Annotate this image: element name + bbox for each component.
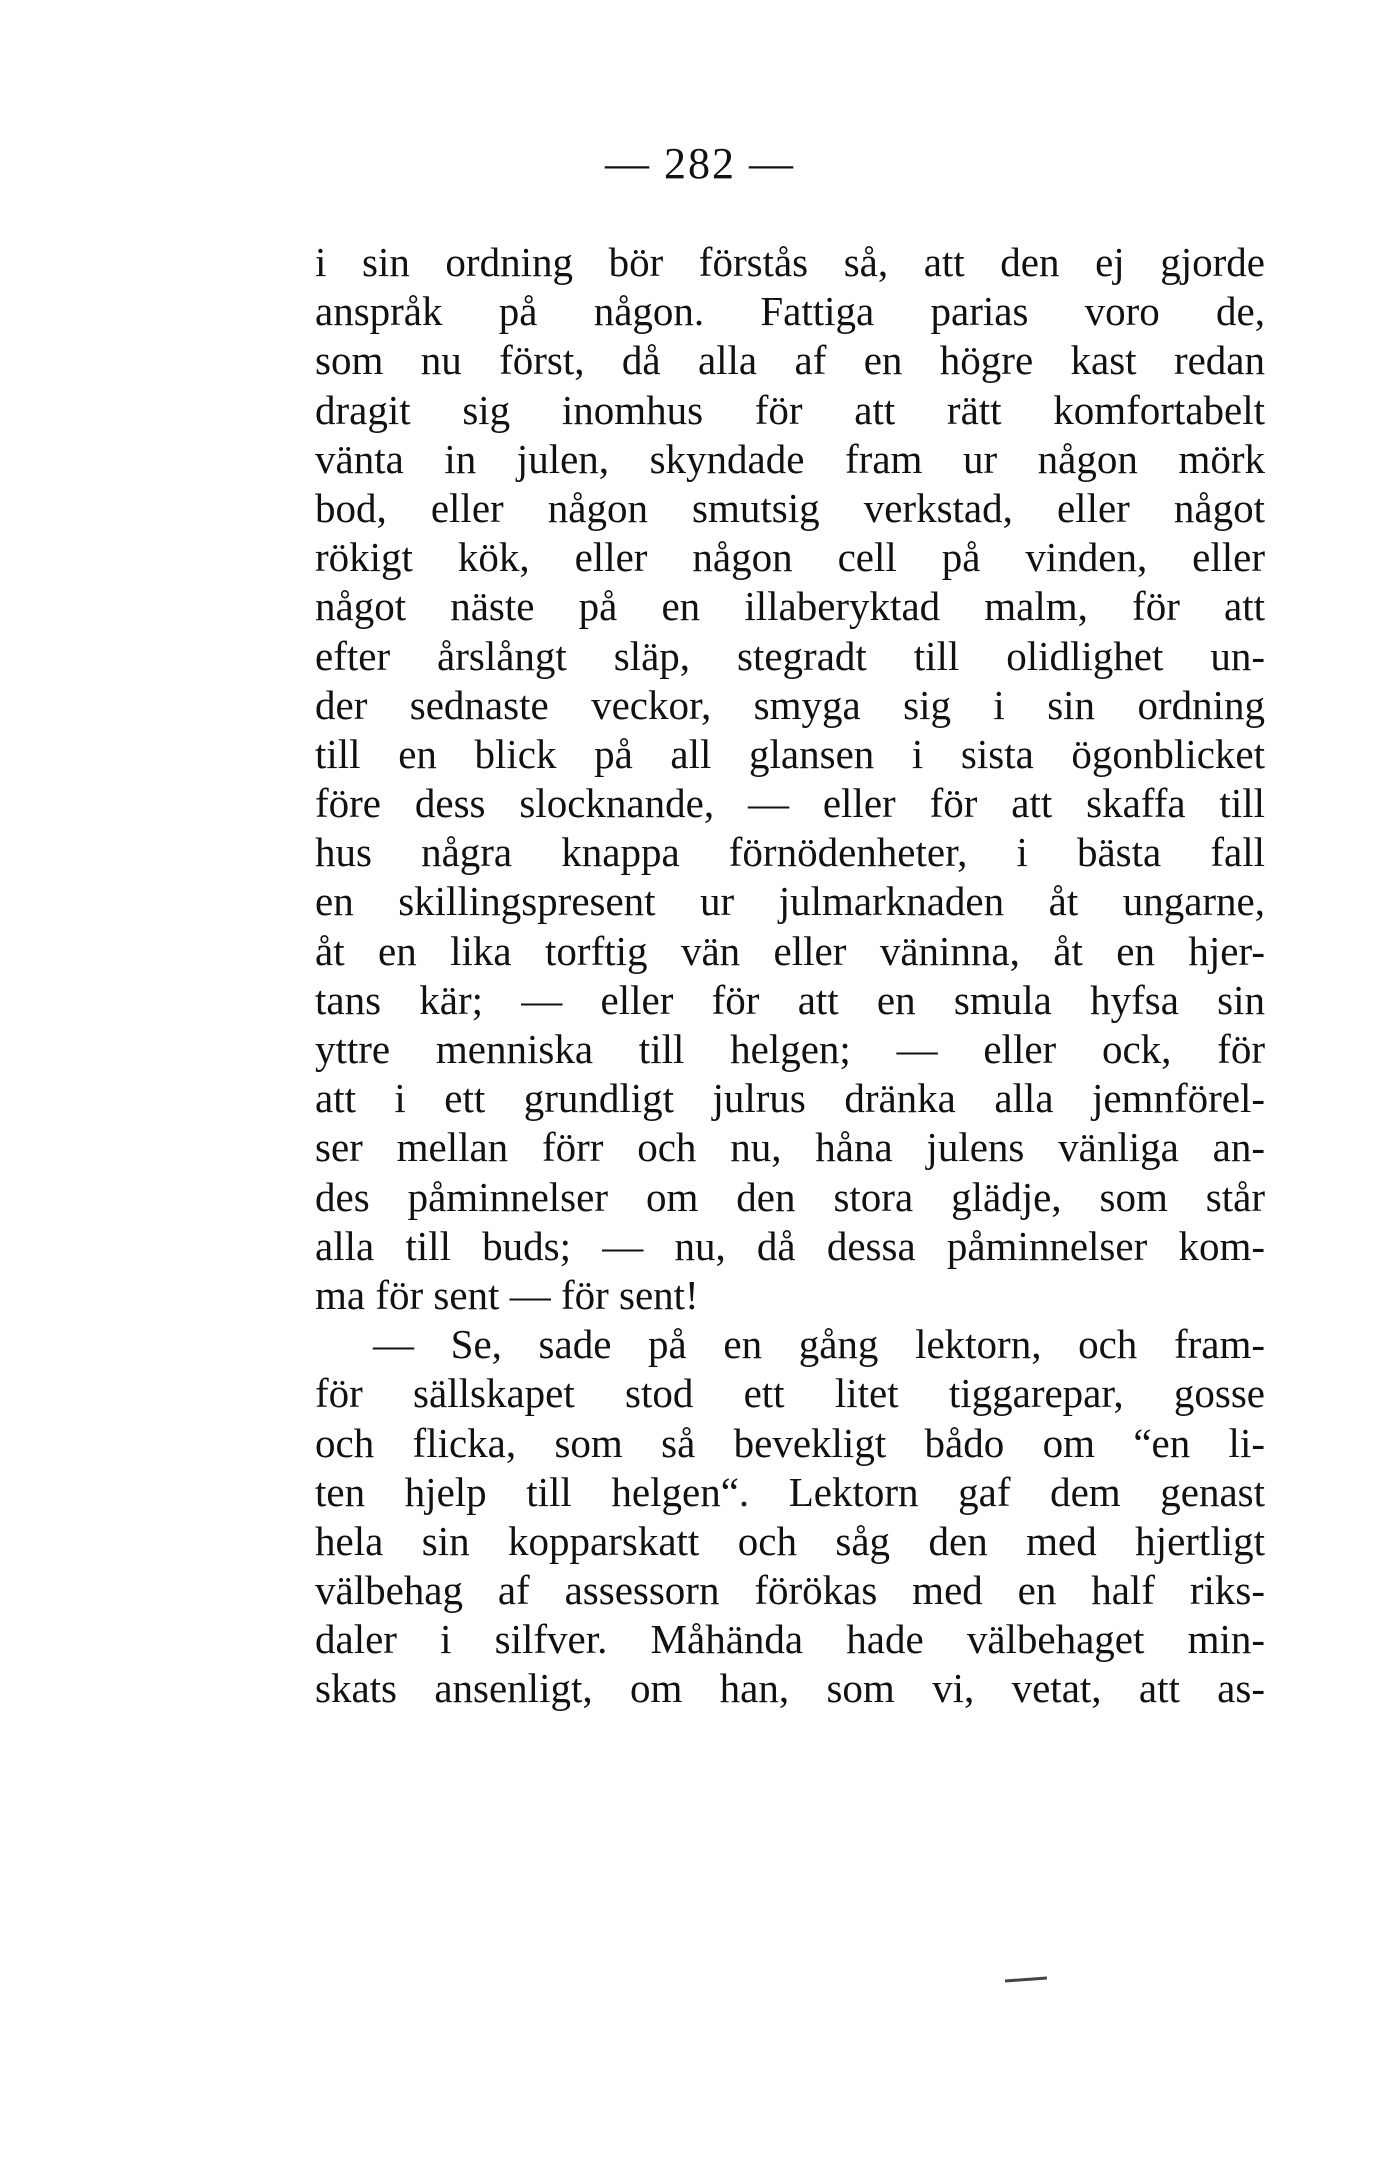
text-line: tans kär; — eller för att en smula hyfsa sin — [315, 976, 1265, 1023]
text-line: des påminnelser om den stora glädje, som står — [315, 1173, 1265, 1220]
paragraph-start-line: — Se, sade på en gång lektorn, och fram- — [373, 1321, 1265, 1368]
paragraph-end-line: ma för sent — för sent! — [315, 1271, 699, 1318]
text-line: hus några knappa förnödenheter, i bästa fall — [315, 829, 1265, 876]
text-line: rökigt kök, eller någon cell på vinden, eller — [315, 534, 1265, 581]
text-line: bod, eller någon smutsig verkstad, eller något — [315, 484, 1265, 531]
text-line: hela sin kopparskatt och såg den med hjertligt — [315, 1517, 1265, 1564]
text-line: ten hjelp till helgen“. Lektorn gaf dem genast — [315, 1468, 1265, 1515]
text-line: daler i silfver. Måhända hade välbehaget min- — [315, 1616, 1265, 1663]
text-line: att i ett grundligt julrus dränka alla jemnförel- — [315, 1075, 1265, 1122]
text-line: dragit sig inomhus för att rätt komfortabelt — [315, 386, 1265, 433]
page-number: — 282 — — [605, 139, 795, 188]
text-line: och flicka, som så bevekligt bådo om “en li- — [315, 1419, 1265, 1466]
text-line: skats ansenligt, om han, som vi, vetat, att as- — [315, 1665, 1265, 1712]
text-line: yttre menniska till helgen; — eller ock, för — [315, 1026, 1265, 1072]
text-line: något näste på en illaberyktad malm, för att — [315, 583, 1265, 630]
text-line: ser mellan förr och nu, håna julens vänliga an- — [315, 1124, 1265, 1171]
text-line: der sednaste veckor, smyga sig i sin ordning — [315, 681, 1265, 728]
text-line: välbehag af assessorn förökas med en half riks- — [315, 1567, 1265, 1614]
text-line: anspråk på någon. Fattiga parias voro de, — [315, 288, 1265, 335]
text-line: alla till buds; — nu, då dessa påminnelser kom- — [315, 1222, 1265, 1269]
text-line: för sällskapet stod ett litet tiggarepar, gosse — [315, 1370, 1265, 1417]
text-line: till en blick på all glansen i sista ögonblicket — [315, 730, 1265, 777]
text-line: i sin ordning bör förstås så, att den ej gjorde — [315, 239, 1265, 285]
text-line: en skillingspresent ur julmarknaden åt ungarne, — [315, 878, 1265, 925]
text-line: som nu först, då alla af en högre kast redan — [315, 337, 1265, 384]
text-line: före dess slocknande, — eller för att skaffa till — [315, 780, 1265, 827]
text-line: vänta in julen, skyndade fram ur någon mörk — [315, 435, 1265, 482]
stray-ink-mark — [1005, 1977, 1047, 1983]
text-line: efter årslångt släp, stegradt till olidlighet un- — [315, 632, 1265, 679]
body-text — [315, 238, 1265, 1714]
text-line: åt en lika torftig vän eller väninna, åt en hjer- — [315, 927, 1265, 974]
